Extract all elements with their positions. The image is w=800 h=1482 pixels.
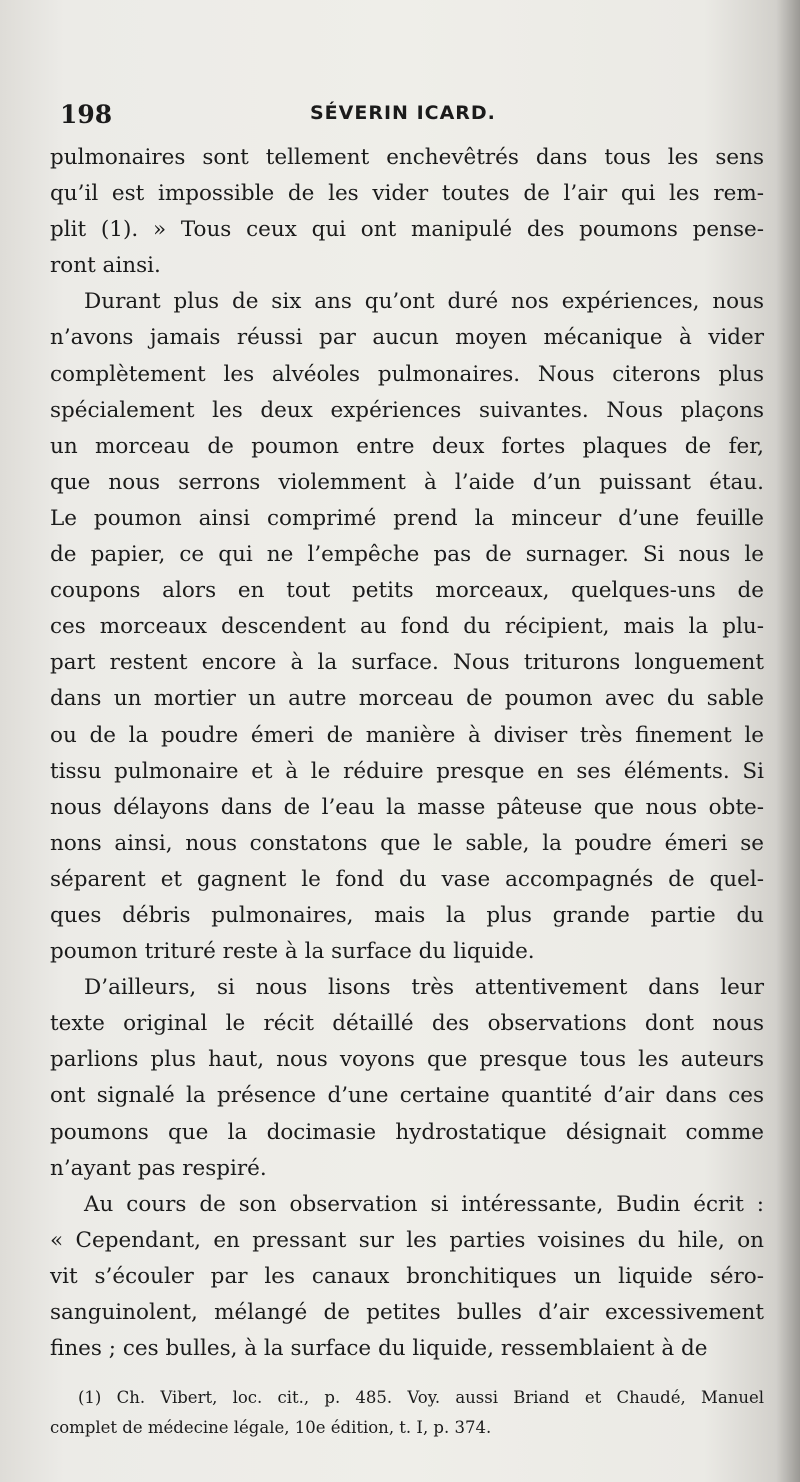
text-line: « Cependant, en pressant sur les parties voisines du hile, on bbox=[50, 1227, 764, 1253]
text-line: ques débris pulmonaires, mais la plus grande partie du bbox=[50, 902, 764, 928]
text-line: ront ainsi. bbox=[50, 253, 161, 279]
footnote-line: complet de médecine légale, 10e édition, t. I, p. 374. bbox=[50, 1418, 492, 1437]
text-line: de papier, ce qui ne l’empêche pas de surnager. Si nous le bbox=[50, 542, 764, 568]
text-line: ces morceaux descendent au fond du récipient, mais la plu- bbox=[50, 614, 764, 640]
text-line: tissu pulmonaire et à le réduire presque en ses éléments. Si bbox=[50, 758, 764, 784]
paragraph bbox=[50, 284, 764, 970]
page-number: 198 bbox=[60, 100, 113, 129]
text-line: sanguinolent, mélangé de petites bulles d’air excessivement bbox=[50, 1300, 764, 1325]
text-line: Le poumon ainsi comprimé prend la minceur d’une feuille bbox=[50, 505, 764, 531]
text-line: spécialement les deux expériences suivantes. Nous plaçons bbox=[50, 397, 764, 423]
footnotes bbox=[50, 1383, 764, 1443]
text-line: texte original le récit détaillé des observations dont nous bbox=[50, 1011, 764, 1037]
text-line: D’ailleurs, si nous lisons très attentivement dans leur bbox=[84, 975, 764, 1001]
text-line: part restent encore à la surface. Nous triturons longuement bbox=[50, 650, 764, 676]
paragraph bbox=[50, 140, 764, 284]
text-line: plit (1). » Tous ceux qui ont manipulé des poumons pense- bbox=[50, 217, 764, 243]
text-line: complètement les alvéoles pulmonaires. Nous citerons plus bbox=[50, 361, 764, 387]
text-line: n’ayant pas respiré. bbox=[50, 1155, 267, 1181]
text-line: parlions plus haut, nous voyons que presque tous les auteurs bbox=[50, 1047, 764, 1073]
text-line: Au cours de son observation si intéressante, Budin écrit : bbox=[84, 1191, 764, 1217]
text-line: que nous serrons violemment à l’aide d’un puissant étau. bbox=[50, 469, 764, 495]
text-line: ont signalé la présence d’une certaine quantité d’air dans ces bbox=[50, 1083, 764, 1109]
footnote-line: (1) Ch. Vibert, loc. cit., p. 485. Voy. aussi Briand et Chaudé, Manuel bbox=[78, 1388, 764, 1407]
text-line: fines ; ces bulles, à la surface du liquide, ressemblaient à de bbox=[50, 1336, 708, 1362]
page-header bbox=[60, 100, 760, 130]
text-line: nous délayons dans de l’eau la masse pâteuse que nous obte- bbox=[50, 794, 764, 820]
text-line: poumons que la docimasie hydrostatique désignait comme bbox=[50, 1119, 764, 1145]
body-text bbox=[50, 140, 764, 1367]
text-line: nons ainsi, nous constatons que le sable, la poudre émeri se bbox=[50, 830, 764, 856]
text-line: ou de la poudre émeri de manière à diviser très finement le bbox=[50, 722, 764, 748]
paragraph bbox=[50, 1187, 764, 1367]
text-line: vit s’écouler par les canaux bronchitiques un liquide séro- bbox=[50, 1263, 764, 1289]
text-line: Durant plus de six ans qu’ont duré nos expériences, nous bbox=[84, 289, 764, 315]
paragraph bbox=[50, 970, 764, 1187]
text-line: un morceau de poumon entre deux fortes plaques de fer, bbox=[50, 433, 764, 459]
running-title: SÉVERIN ICARD. bbox=[310, 102, 496, 124]
text-line: séparent et gagnent le fond du vase accompagnés de quel- bbox=[50, 866, 764, 892]
text-line: n’avons jamais réussi par aucun moyen mécanique à vider bbox=[50, 325, 764, 351]
text-line: coupons alors en tout petits morceaux, quelques-uns de bbox=[50, 578, 764, 604]
text-line: poumon trituré reste à la surface du liquide. bbox=[50, 939, 535, 965]
text-line: dans un mortier un autre morceau de poumon avec du sable bbox=[50, 686, 764, 712]
text-line: pulmonaires sont tellement enchevêtrés dans tous les sens bbox=[50, 145, 764, 170]
text-line: qu’il est impossible de les vider toutes de l’air qui les rem- bbox=[50, 181, 764, 207]
